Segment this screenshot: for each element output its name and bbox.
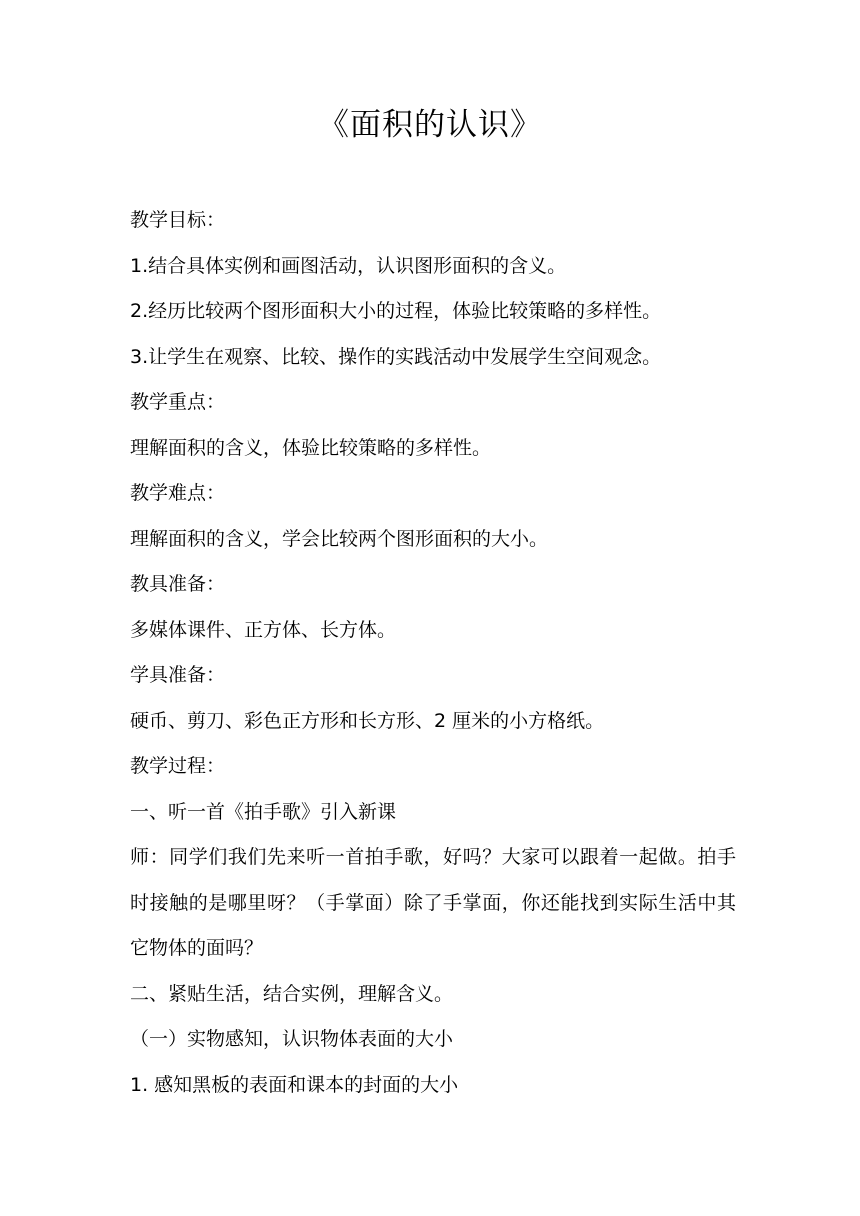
- heading-teaching-aids: 教具准备：: [130, 573, 226, 595]
- document-title: 《面积的认识》: [318, 107, 542, 143]
- document-body: [130, 198, 736, 1108]
- objective-item-3: 3.让学生在观察、比较、操作的实践活动中发展学生空间观念。: [130, 345, 662, 368]
- key-points-text: 理解面积的含义，体验比较策略的多样性。: [130, 436, 492, 459]
- subsection-1-heading: （一）实物感知，认识物体表面的大小: [130, 1028, 454, 1050]
- section-2-heading: 二、紧贴生活，结合实例，理解含义。: [130, 982, 454, 1005]
- section-1-heading: 一、听一首《拍手歌》引入新课: [130, 800, 397, 823]
- step-1-text: 1. 感知黑板的表面和课本的封面的大小: [130, 1073, 459, 1096]
- heading-student-materials: 学具准备：: [130, 664, 226, 686]
- objective-item-1: 1.结合具体实例和画图活动，认识图形面积的含义。: [130, 254, 567, 277]
- teaching-aids-text: 多媒体课件、正方体、长方体。: [130, 618, 397, 641]
- heading-key-points: 教学重点：: [130, 391, 226, 413]
- difficulties-text: 理解面积的含义，学会比较两个图形面积的大小。: [130, 527, 549, 550]
- heading-difficulties: 教学难点：: [130, 482, 226, 504]
- heading-objectives: 教学目标：: [130, 209, 226, 231]
- heading-teaching-process: 教学过程：: [130, 755, 226, 777]
- teacher-dialogue-paragraph: 师：同学们我们先来听一首拍手歌，好吗？大家可以跟着一起做。拍手时接触的是哪里呀？（手掌面）除了手掌面，你还能找到实际生活中其它物体的面吗？: [130, 846, 736, 959]
- objective-item-2: 2.经历比较两个图形面积大小的过程，体验比较策略的多样性。: [130, 300, 662, 322]
- student-materials-text: 硬币、剪刀、彩色正方形和长方形、2 厘米的小方格纸。: [130, 709, 605, 732]
